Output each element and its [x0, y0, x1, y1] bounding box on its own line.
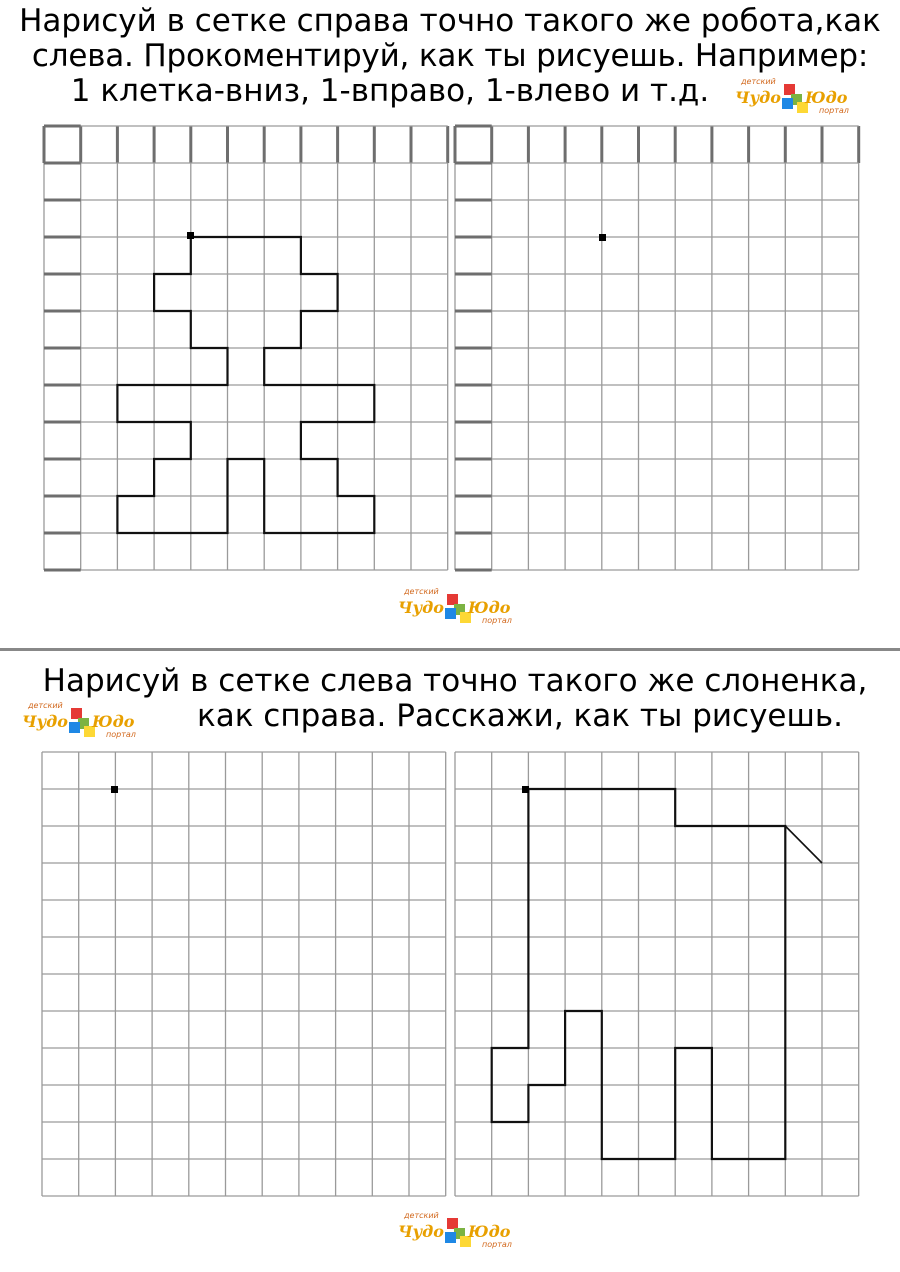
- logo-text-left: Чудо: [735, 88, 781, 107]
- logo-text-bottom: портал: [482, 616, 512, 625]
- logo-text-left: Чудо: [22, 712, 68, 731]
- robot-target-start-dot: [599, 234, 606, 241]
- logo-text-top: детский: [741, 77, 776, 86]
- logo-text-right: Юдо: [468, 598, 511, 617]
- logo-block-blue: [69, 722, 80, 733]
- elephant-target-start-dot: [111, 786, 118, 793]
- logo-header: [735, 77, 875, 115]
- robot-source-grid: [44, 126, 448, 570]
- logo-section2: [22, 701, 162, 739]
- logo-text-bottom: портал: [819, 106, 849, 115]
- logo-text-left: Чудо: [398, 1222, 444, 1241]
- task1-line2: слева. Прокоментируй, как ты рисуешь. Например:: [31, 38, 869, 74]
- task1-line3: 1 клетка-вниз, 1-вправо, 1-влево и т.д.: [70, 73, 710, 109]
- task2-line1: Нарисуй в сетке слева точно такого же слоненка,: [42, 663, 868, 699]
- robot-target-grid[interactable]: [455, 126, 859, 570]
- task1-line1: Нарисуй в сетке справа точно такого же робота,как: [19, 3, 881, 39]
- logo-text-bottom: портал: [482, 1240, 512, 1249]
- logo-block-blue: [445, 608, 456, 619]
- elephant-start-dot: [522, 786, 529, 793]
- task2-line2: как справа. Расскажи, как ты рисуешь.: [196, 698, 843, 734]
- logo-text-bottom: портал: [106, 730, 136, 739]
- logo-footer: [398, 1211, 538, 1249]
- elephant-source-grid: [455, 752, 859, 1196]
- logo-text-right: Юдо: [92, 712, 135, 731]
- elephant-target-grid[interactable]: [42, 752, 446, 1196]
- logo-text-top: детский: [404, 587, 439, 596]
- logo-block-blue: [782, 98, 793, 109]
- logo-text-left: Чудо: [398, 598, 444, 617]
- robot-start-dot: [187, 232, 194, 239]
- logo-text-right: Юдо: [805, 88, 848, 107]
- logo-section1: [398, 587, 538, 625]
- logo-text-top: детский: [28, 701, 63, 710]
- logo-text-right: Юдо: [468, 1222, 511, 1241]
- logo-text-top: детский: [404, 1211, 439, 1220]
- logo-block-blue: [445, 1232, 456, 1243]
- elephant-trunk: [785, 826, 822, 863]
